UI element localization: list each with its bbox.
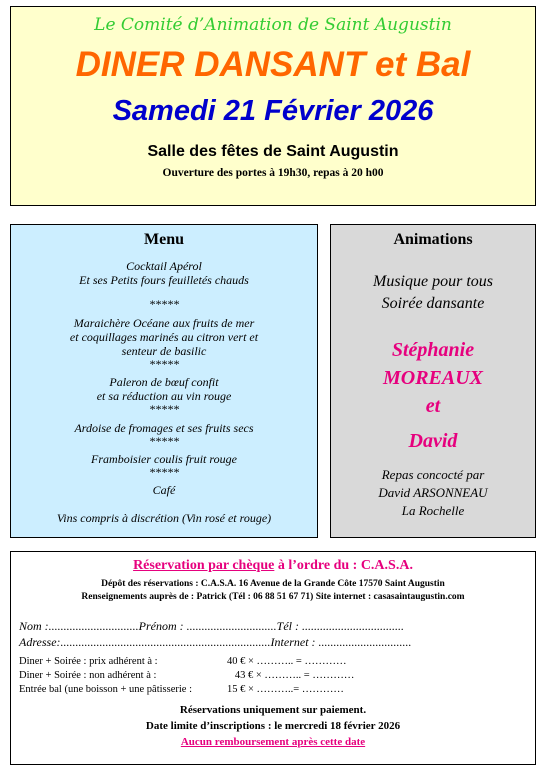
menu-line: Ardoise de fromages et ses fruits secs [74,421,254,435]
menu-line: Paleron de bœuf confit [109,375,219,389]
reservation-title-underlined: Réservation par chèque [133,558,275,573]
menu-line: Framboisier coulis fruit rouge [91,452,237,466]
menu-line: et coquillages marinés au citron vert et [69,330,259,344]
menu-separator: ***** [149,297,179,311]
price-value[interactable]: 40 € × ……….. = ………… [227,656,347,667]
artist-last-name: MOREAUX [382,367,484,389]
menu-line: senteur de basilic [121,344,207,358]
event-date: Samedi 21 Février 2026 [112,95,434,127]
menu-line: Et ses Petits fours feuilletés chauds [79,273,249,287]
reservation-title [11,558,535,574]
menu-separator: ***** [149,402,179,416]
deposit-address: Dépôt des réservations : C.A.S.A. 16 Avenue de la Grande Côte 17570 Saint Augustin [101,579,445,589]
menu-panel [10,224,318,538]
deadline: Date limite d’inscriptions : le mercredi 18 février 2026 [145,720,401,732]
opening-time: Ouverture des portes à 19h30, repas à 20 h00 [162,167,384,179]
contact-label: Renseignements auprès de : Patrick (Tél : 06 88 51 67 71) Site internet : [81,592,374,602]
meal-city: La Rochelle [401,503,465,518]
menu-line: et sa réduction au vin rouge [96,389,232,403]
music-line-1: Musique pour tous [373,273,493,290]
artist-and: et [425,395,441,417]
form-name-line[interactable]: Nom :..............................Prénom : ..............................Tél : .................................. [19,619,404,633]
menu-line: Cocktail Apérol [126,259,202,273]
menu-line: Café [152,483,176,497]
artist-first-name: Stéphanie [391,339,475,361]
form-address-line[interactable]: Adresse:......................................................................Internet : ............................... [19,635,412,649]
price-value[interactable]: 43 € × ……….. = ………… [227,670,355,681]
menu-line: Maraichère Océane aux fruits de mer [73,316,255,330]
price-row [19,670,354,681]
header-panel [10,6,536,206]
no-refund-note: Aucun remboursement après cette date [180,736,366,748]
meal-line-1: Repas concocté par [381,467,485,482]
committee-name: Le Comité d’Animation de Saint Augustin [94,15,452,35]
payment-note: Réservations uniquement sur paiement. [179,704,367,716]
website-link[interactable]: casasaintaugustin.com [373,592,465,602]
menu-separator: ***** [149,434,179,448]
price-label: Entrée bal (une boisson + une pâtisserie : [19,684,192,695]
event-title: DINER DANSANT et Bal [75,45,471,84]
artist-second: David [408,430,458,452]
menu-title: Menu [144,231,184,248]
price-label: Diner + Soirée : non adhérent à : [19,670,157,681]
reservation-panel [10,551,536,765]
price-label: Diner + Soirée : prix adhérent à : [19,656,158,667]
meal-chef: David ARSONNEAU [378,485,488,500]
music-line-2: Soirée dansante [381,295,485,312]
menu-separator: ***** [149,357,179,371]
price-value[interactable]: 15 € × ………..= ………… [227,684,344,695]
menu-line: Vins compris à discrétion (Vin rosé et rouge) [56,511,272,525]
venue: Salle des fêtes de Saint Augustin [147,143,399,160]
animations-panel [330,224,536,538]
reservation-title-rest: à l’ordre du : C.A.S.A. [274,558,413,573]
animations-title: Animations [393,231,473,248]
price-row [19,684,344,695]
menu-separator: ***** [149,465,179,479]
price-row [19,656,346,667]
contact-info [11,592,535,602]
